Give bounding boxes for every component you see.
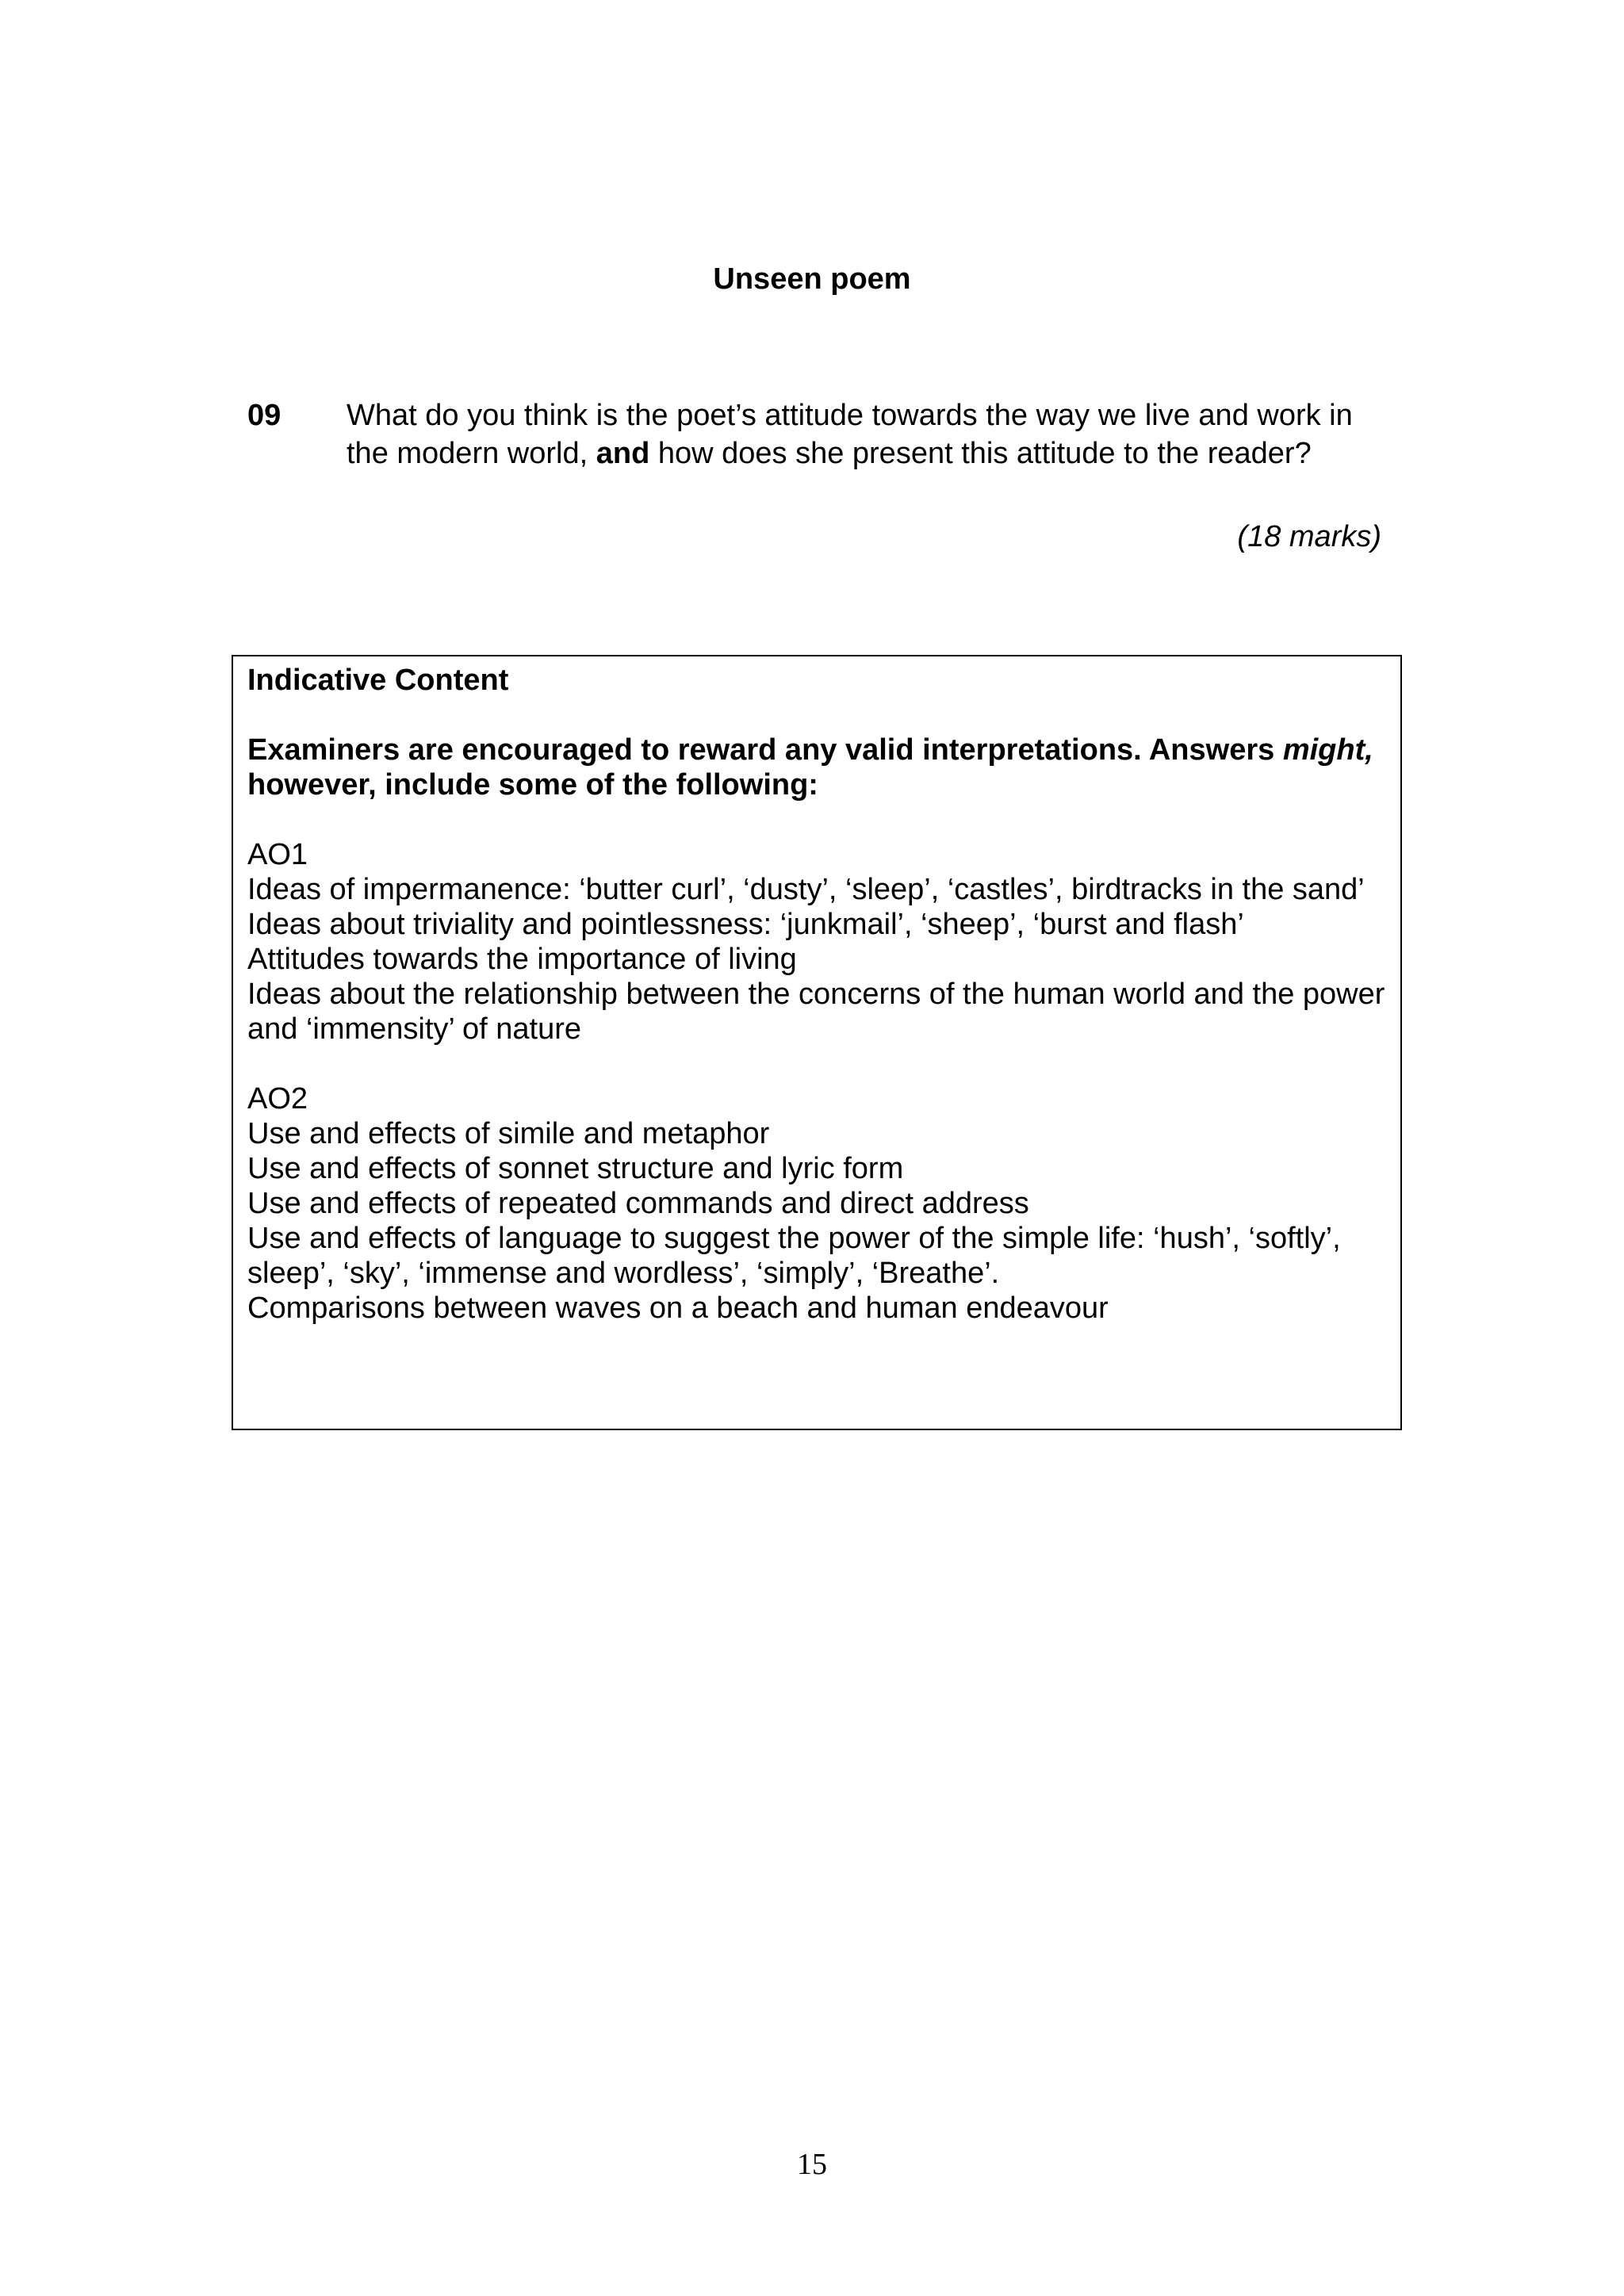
ao2-item: Comparisons between waves on a beach and human endeavour [247,1292,1109,1325]
question-marks: (18 marks) [1237,520,1381,553]
ao1-item: Ideas about triviality and pointlessness: ‘junkmail’, ‘sheep’, ‘burst and flash’ [247,908,1244,941]
ao2-item: Use and effects of repeated commands and direct address [247,1187,1029,1220]
ao2-item: Use and effects of simile and metaphor [247,1117,770,1150]
ao1-section [247,837,1386,1047]
ao1-item: Attitudes towards the importance of living [247,943,797,976]
ao2-label: AO2 [247,1082,308,1115]
box-intro [247,733,1386,802]
box-intro-part-2: however, include some of the following: [247,768,818,802]
ao2-item: Use and effects of language to suggest the power of the simple life: ‘hush’, ‘softly’, sleep’, ‘sky’, ‘immense and wordless’, ‘simply’, ‘Breathe’. [247,1222,1341,1290]
question-text-part-1: What do you think is the poet’s attitude towards the way we live and work in the modern world, [347,399,1353,470]
section-heading: Unseen poem [713,262,911,296]
box-title: Indicative Content [247,664,509,697]
page-number: 15 [797,2148,827,2181]
indicative-content-box [232,655,1402,1430]
question-number: 09 [247,399,282,432]
ao1-item: Ideas about the relationship between the concerns of the human world and the power and ‘immensity’ of nature [247,978,1385,1046]
ao1-label: AO1 [247,838,308,871]
question-text-part-2: how does she present this attitude to the reader? [649,437,1312,470]
box-intro-part-1: Examiners are encouraged to reward any valid interpretations. Answers [247,733,1283,767]
question-bold-word: and [596,437,650,470]
ao2-section [247,1081,1386,1326]
question-text [347,396,1393,473]
box-intro-italic: might, [1282,733,1373,767]
ao1-item: Ideas of impermanence: ‘butter curl’, ‘dusty’, ‘sleep’, ‘castles’, birdtracks in the sand’ [247,873,1365,906]
ao2-item: Use and effects of sonnet structure and lyric form [247,1152,904,1185]
